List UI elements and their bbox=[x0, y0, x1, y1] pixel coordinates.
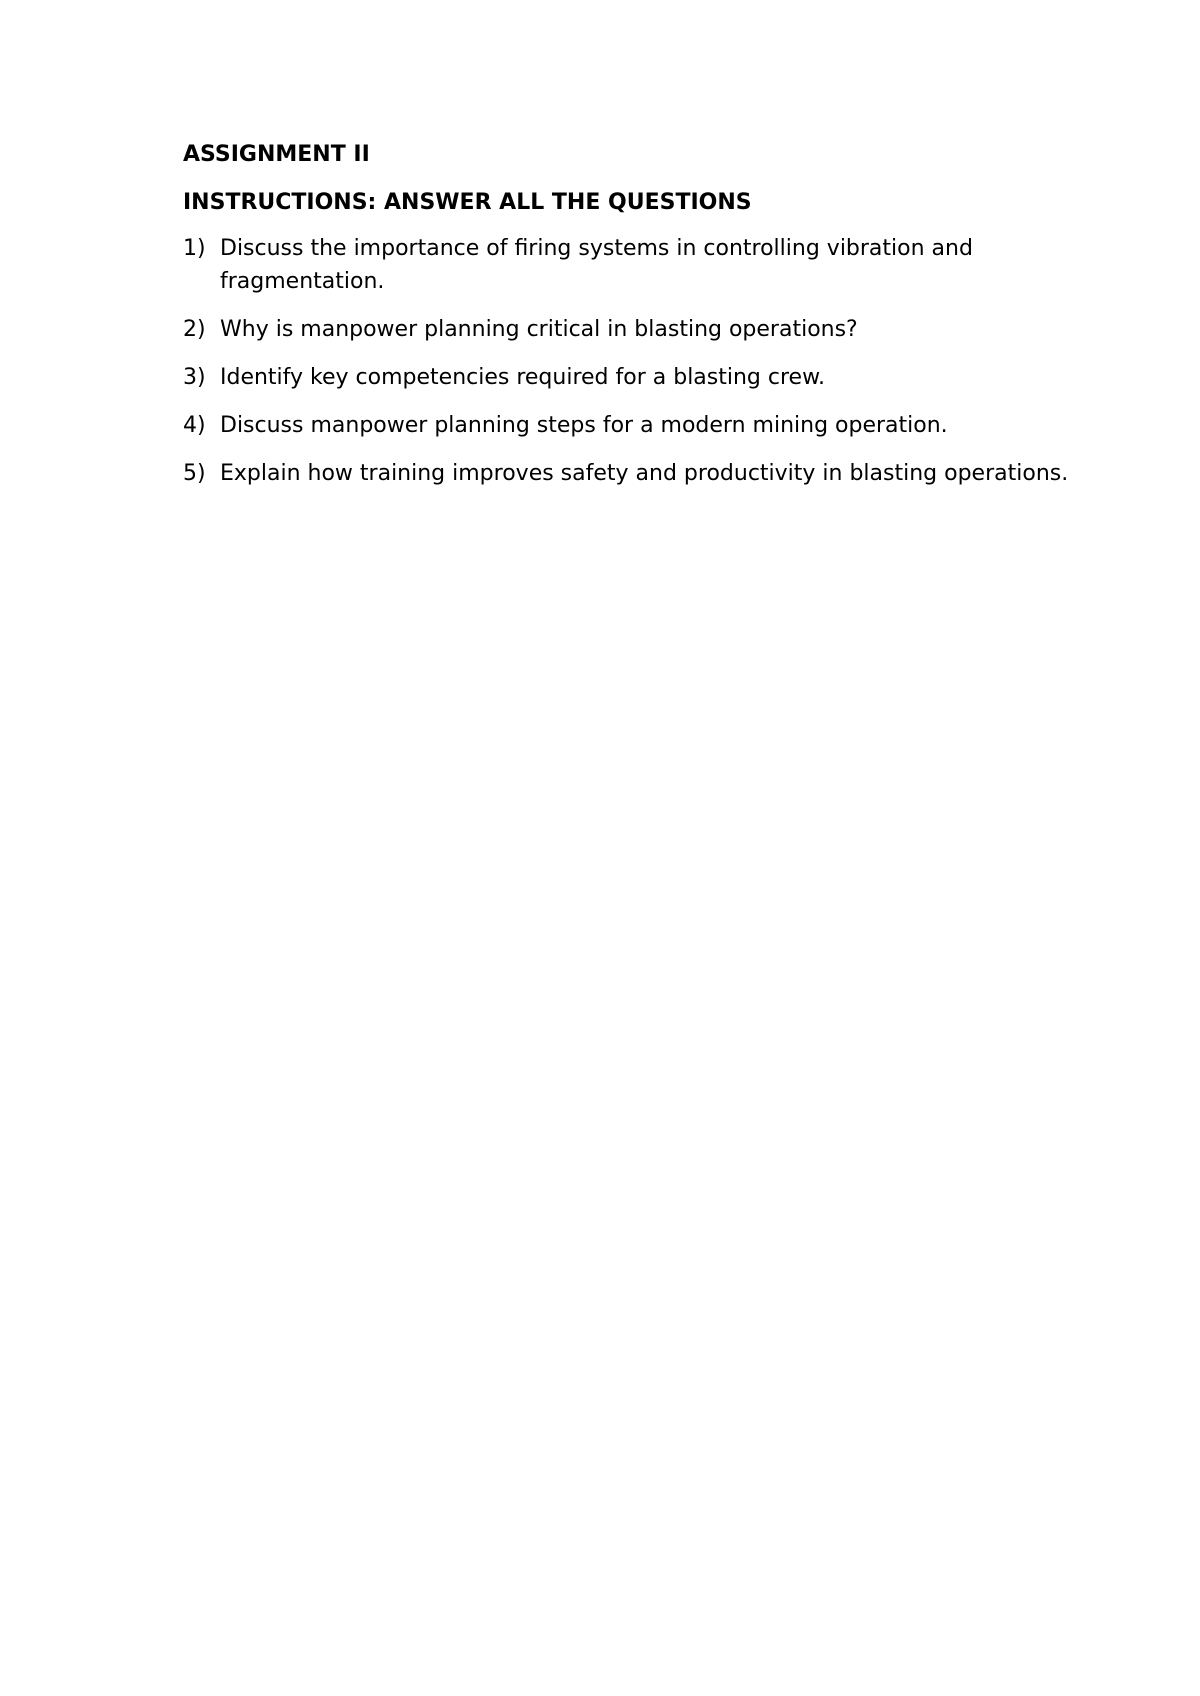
question-number: 2) bbox=[183, 317, 206, 342]
question-item bbox=[183, 361, 1083, 394]
question-text: Why is manpower planning critical in blasting operations? bbox=[220, 317, 858, 342]
question-text: Discuss the importance of firing systems in controlling vibration and fragmentation. bbox=[220, 236, 973, 294]
document-body bbox=[183, 140, 1083, 505]
instructions-heading: INSTRUCTIONS: ANSWER ALL THE QUESTIONS bbox=[183, 190, 752, 215]
assignment-title: ASSIGNMENT II bbox=[183, 142, 370, 167]
question-text: Discuss manpower planning steps for a modern mining operation. bbox=[220, 413, 948, 438]
question-number: 4) bbox=[183, 413, 206, 438]
question-number: 1) bbox=[183, 236, 206, 261]
question-list bbox=[183, 232, 1083, 490]
question-text: Explain how training improves safety and productivity in blasting operations. bbox=[220, 461, 1069, 486]
question-item bbox=[183, 232, 1083, 298]
question-number: 3) bbox=[183, 365, 206, 390]
question-text: Identify key competencies required for a blasting crew. bbox=[220, 365, 826, 390]
question-item bbox=[183, 409, 1083, 442]
question-number: 5) bbox=[183, 461, 206, 486]
question-item bbox=[183, 313, 1083, 346]
question-item bbox=[183, 457, 1083, 490]
